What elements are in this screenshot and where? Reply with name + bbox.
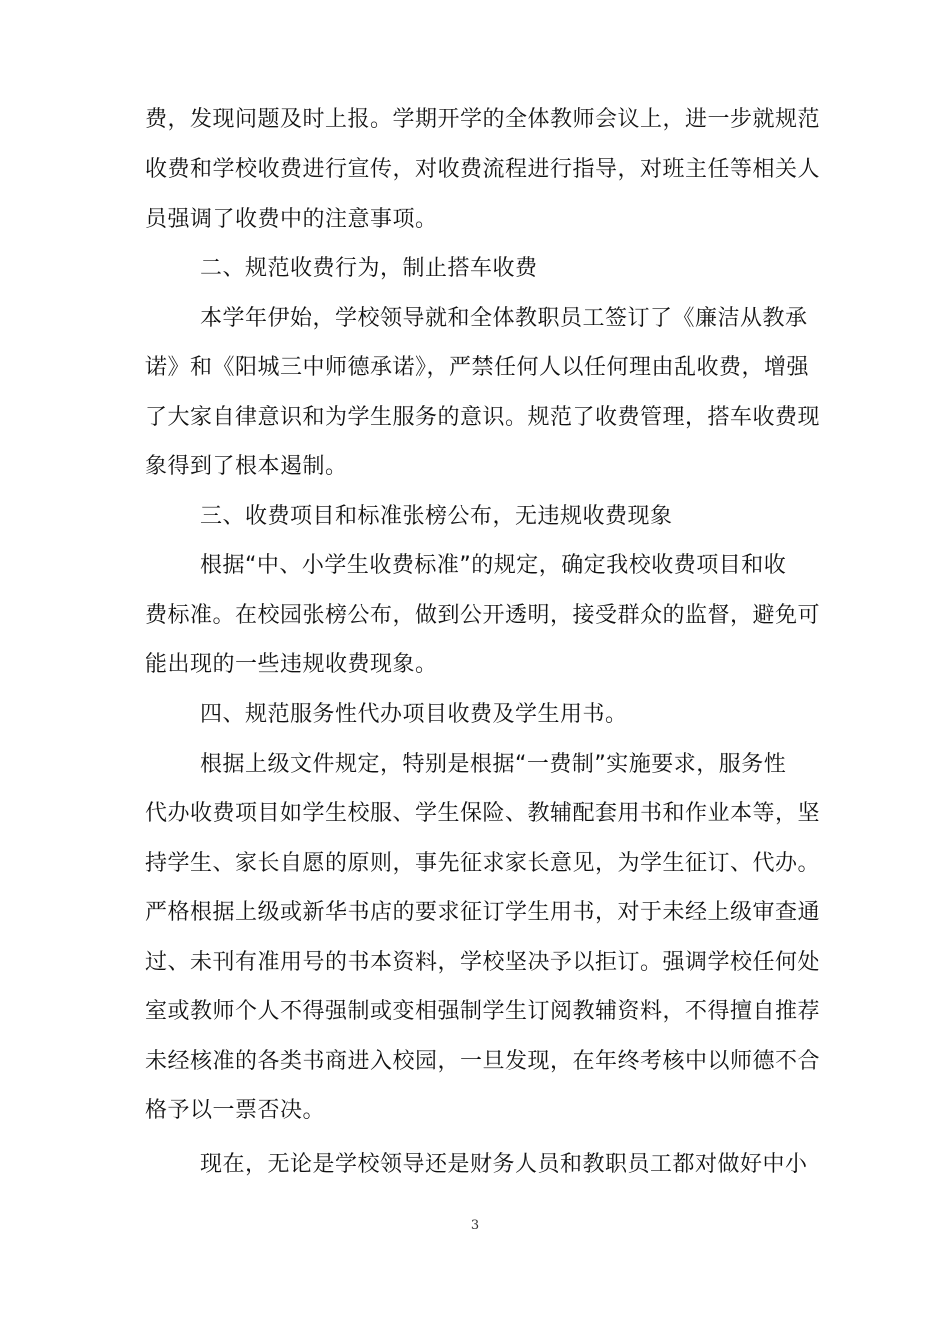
body-text-line: 费标准。在校园张榜公布，做到公开透明，接受群众的监督，避免可 — [145, 603, 821, 628]
body-text-line: 未经核准的各类书商进入校园，一旦发现，在年终考核中以师德不合 — [145, 1049, 821, 1074]
body-text-line: 根据“中、小学生收费标准”的规定，确定我校收费项目和收 — [200, 553, 787, 578]
section-heading: 三、收费项目和标准张榜公布，无违规收费现象 — [200, 504, 673, 529]
body-text-line: 诺》和《阳城三中师德承诺》，严禁任何人以任何理由乱收费，增强 — [145, 355, 810, 380]
body-text-line: 过、未刊有准用号的书本资料，学校坚决予以拒订。强调学校任何处 — [145, 950, 821, 975]
body-text-line: 员强调了收费中的注意事项。 — [145, 207, 438, 232]
body-text-line: 根据上级文件规定，特别是根据“一费制”实施要求，服务性 — [200, 752, 787, 777]
body-text-line: 本学年伊始，学校领导就和全体教职员工签订了《廉洁从教承 — [200, 306, 808, 331]
section-heading: 四、规范服务性代办项目收费及学生用书。 — [200, 702, 628, 727]
body-text-line: 了大家自律意识和为学生服务的意识。规范了收费管理，搭车收费现 — [145, 405, 821, 430]
body-text-line: 持学生、家长自愿的原则，事先征求家长意见，为学生征订、代办。 — [145, 851, 821, 876]
body-text-line: 象得到了根本遏制。 — [145, 454, 348, 479]
body-text-line: 代办收费项目如学生校服、学生保险、教辅配套用书和作业本等，坚 — [145, 801, 821, 826]
body-text-line: 严格根据上级或新华书店的要求征订学生用书，对于未经上级审查通 — [145, 900, 821, 925]
section-heading: 二、规范收费行为，制止搭车收费 — [200, 256, 538, 281]
body-text-line: 现在，无论是学校领导还是财务人员和教职员工都对做好中小 — [200, 1152, 808, 1177]
body-text-line: 室或教师个人不得强制或变相强制学生订阅教辅资料，不得擅自推荐 — [145, 999, 821, 1024]
body-text-line: 费，发现问题及时上报。学期开学的全体教师会议上，进一步就规范 — [145, 107, 821, 132]
body-text-line: 能出现的一些违规收费现象。 — [145, 652, 438, 677]
body-text-line: 格予以一票否决。 — [145, 1098, 326, 1123]
page-number: 3 — [470, 1218, 480, 1233]
body-text-line: 收费和学校收费进行宣传，对收费流程进行指导，对班主任等相关人 — [145, 157, 821, 182]
